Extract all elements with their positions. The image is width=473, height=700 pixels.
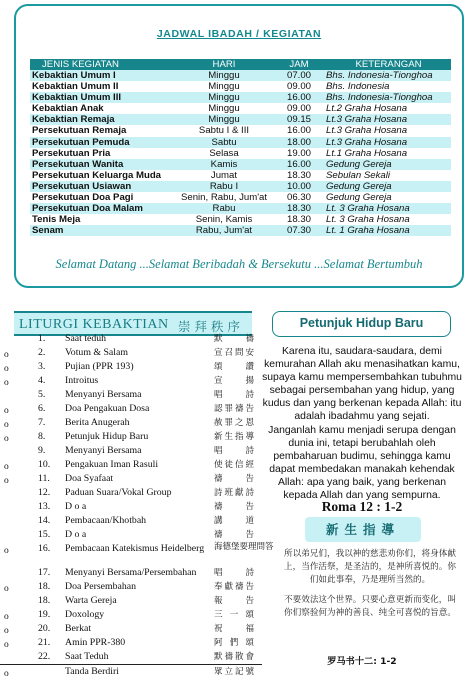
standing-mark: o xyxy=(4,640,9,650)
activity-note: Lt.3 Graha Hosana xyxy=(320,125,451,136)
item-number: 9. xyxy=(38,445,46,456)
activity-name: Kebaktian Umum I xyxy=(30,70,170,81)
activity-day: Sabtu xyxy=(170,137,278,148)
schedule-row xyxy=(30,203,451,214)
item-text: Doa Syafaat xyxy=(65,473,114,484)
liturgy-item xyxy=(0,650,262,664)
item-number: 3. xyxy=(38,361,46,372)
item-text: Doa Pengakuan Dosa xyxy=(65,403,150,414)
item-number: 14. xyxy=(38,515,51,526)
activity-note: Gedung Gereja xyxy=(320,159,451,170)
header-activity: JENIS KEGIATAN xyxy=(30,59,170,70)
item-text: D o a xyxy=(65,529,87,540)
schedule-row xyxy=(30,225,451,236)
activity-name: Persekutuan Usiawan xyxy=(30,181,170,192)
standing-mark: o xyxy=(4,626,9,636)
liturgy-legend xyxy=(0,664,262,678)
activity-time: 18.30 xyxy=(278,214,320,225)
activity-note: Lt. 3 Graha Hosana xyxy=(320,203,451,214)
activity-note: Lt. 3 Graha Hosana xyxy=(320,214,451,225)
schedule-row xyxy=(30,114,451,125)
activity-note: Lt.1 Graha Hosana xyxy=(320,148,451,159)
activity-day: Sabtu I & III xyxy=(170,125,278,136)
standing-mark: o xyxy=(4,420,9,430)
schedule-row xyxy=(30,192,451,203)
schedule-title: JADWAL IBADAH / KEGIATAN xyxy=(156,28,322,40)
schedule-row xyxy=(30,103,451,114)
guidance-title: Petunjuk Hidup Baru xyxy=(272,311,451,337)
activity-day: Senin, Kamis xyxy=(170,214,278,225)
activity-day: Selasa xyxy=(170,148,278,159)
schedule-row xyxy=(30,137,451,148)
liturgy-item xyxy=(0,608,262,622)
liturgy-item xyxy=(0,580,262,594)
liturgy-item xyxy=(0,388,262,402)
schedule-row xyxy=(30,125,451,136)
item-number: 17. xyxy=(38,567,51,578)
liturgy-item xyxy=(0,430,262,444)
liturgy-item xyxy=(0,416,262,430)
schedule-rows xyxy=(30,70,451,236)
activity-name: Kebaktian Anak xyxy=(30,103,170,114)
item-number: 19. xyxy=(38,609,51,620)
activity-time: 16.00 xyxy=(278,159,320,170)
liturgy-title-chinese: 崇拜秩序 xyxy=(177,319,244,334)
activity-day: Rabu xyxy=(170,203,278,214)
activity-day: Jumat xyxy=(170,170,278,181)
item-text-chinese: 唱詩 xyxy=(214,390,254,400)
item-number: 18. xyxy=(38,595,51,606)
item-number: 18. xyxy=(38,581,51,592)
item-text: Warta Gereja xyxy=(65,595,117,606)
activity-note: Gedung Gereja xyxy=(320,192,451,203)
activity-time: 07.00 xyxy=(278,70,320,81)
item-text-chinese: 三一頌 xyxy=(214,610,254,620)
standing-mark: o xyxy=(4,378,9,388)
item-text: Introitus xyxy=(65,375,99,386)
item-number: 11. xyxy=(38,473,50,484)
liturgy-item xyxy=(0,402,262,416)
guidance-paragraph-chinese: 所以弟兄们，我以神的慈悲劝你们，将身体献上，当作活祭，是圣洁的，是神所喜悦的。你们如此事奉，乃是理所当然的。 xyxy=(284,549,456,586)
item-text-chinese: 奉獻禱告 xyxy=(214,582,254,592)
schedule-row xyxy=(30,70,451,81)
item-text: Doa Persembahan xyxy=(65,581,137,592)
verse-reference: Roma 12 : 1-2 xyxy=(321,499,403,514)
activity-note: Gedung Gereja xyxy=(320,181,451,192)
liturgy-item xyxy=(0,636,262,650)
item-number: 21. xyxy=(38,637,51,648)
activity-note: Bhs. Indonesia-Tionghoa xyxy=(320,92,451,103)
item-text-chinese: 使徒信經 xyxy=(214,460,254,470)
item-text: Pujian (PPR 193) xyxy=(65,361,134,372)
item-text-chinese: 詩班獻詩 xyxy=(214,488,254,498)
standing-mark: o xyxy=(4,546,9,556)
standing-mark: o xyxy=(4,669,9,679)
standing-mark: o xyxy=(4,612,9,622)
standing-mark: o xyxy=(4,584,9,594)
activity-time: 18.30 xyxy=(278,170,320,181)
activity-day: Minggu xyxy=(170,81,278,92)
guidance-paragraph: Janganlah kamu menjadi serupa dengan dunia ini, tetapi berubahlah oleh pembaharuan budimu, sehingga kamu dapat membedakan manakah kehendak Allah: apa yang baik, yang berkenan kepada Allah dan yang sempurna. xyxy=(268,424,456,502)
liturgy-item xyxy=(0,444,262,458)
activity-name: Persekutuan Doa Malam xyxy=(30,203,170,214)
liturgy-item xyxy=(0,374,262,388)
schedule-header-row xyxy=(30,59,451,70)
item-text: Menyanyi Bersama xyxy=(65,445,142,456)
guidance-paragraph: Karena itu, saudara-saudara, demi kemurahan Allah aku menasihatkan kamu, supaya kamu mempersembahkan tubuhmu sebagai persembahan yang hidup, yang kudus dan yang berkenan kepada Allah: itu adalah ibadahmu yang sejati. xyxy=(262,346,462,423)
item-text: Pembacaan/Khotbah xyxy=(65,515,147,526)
item-text-chinese: 認罪禱告 xyxy=(214,404,254,414)
activity-time: 09.00 xyxy=(278,81,320,92)
item-text: Saat teduh xyxy=(65,333,107,344)
activity-time: 18.30 xyxy=(278,203,320,214)
standing-mark: o xyxy=(4,476,9,486)
schedule-row xyxy=(30,92,451,103)
activity-name: Kebaktian Umum III xyxy=(30,92,170,103)
item-text: Berkat xyxy=(65,623,92,634)
item-text: Pembacaan Katekismus Heidelberg xyxy=(65,543,205,554)
header-day: HARI xyxy=(170,59,278,70)
item-text: Amin PPR-380 xyxy=(65,637,126,648)
activity-name: Kebaktian Umum II xyxy=(30,81,170,92)
verse-reference-chinese: 罗马书十二: 1-2 xyxy=(327,656,397,667)
liturgy-item xyxy=(0,622,262,636)
item-number: 2. xyxy=(38,347,46,358)
liturgy-item xyxy=(0,332,262,346)
liturgy-item xyxy=(0,486,262,500)
item-text: D o a xyxy=(65,501,87,512)
activity-note: Lt.2 Graha Hosana xyxy=(320,103,451,114)
item-text-chinese: 宣揚 xyxy=(214,376,254,386)
liturgy-item xyxy=(0,566,262,580)
activity-day: Senin, Rabu, Jum'at xyxy=(170,192,278,203)
liturgy-item xyxy=(0,514,262,528)
activity-time: 19.00 xyxy=(278,148,320,159)
liturgy-item xyxy=(0,346,262,360)
item-number: 8. xyxy=(38,431,46,442)
legend-text: Tanda Berdiri xyxy=(65,666,119,677)
item-text-chinese: 祝福 xyxy=(214,624,254,634)
item-number: 10. xyxy=(38,459,51,470)
guidance-paragraph-chinese: 不要效法这个世界。只要心意更新而变化，叫你们察验何为神的善良、纯全可喜悦的旨意。 xyxy=(284,594,456,618)
liturgy-item xyxy=(0,472,262,486)
item-text-chinese: 海德堡要理問答 xyxy=(214,542,274,552)
activity-time: 16.00 xyxy=(278,125,320,136)
activity-name: Kebaktian Remaja xyxy=(30,114,170,125)
activity-note: Lt. 1 Graha Hosana xyxy=(320,225,451,236)
activity-note: Sebulan Sekali xyxy=(320,170,451,181)
item-number: 20. xyxy=(38,623,51,634)
activity-name: Persekutuan Pemuda xyxy=(30,137,170,148)
liturgy-item xyxy=(0,542,274,566)
liturgy-item xyxy=(0,458,262,472)
schedule-table xyxy=(30,59,451,236)
item-number: 1. xyxy=(38,333,46,344)
activity-note: Bhs. Indonesia xyxy=(320,81,451,92)
activity-time: 10.00 xyxy=(278,181,320,192)
activity-time: 16.00 xyxy=(278,92,320,103)
item-text-chinese: 默禱散會 xyxy=(214,652,254,662)
activity-time: 07.30 xyxy=(278,225,320,236)
activity-day: Minggu xyxy=(170,70,278,81)
item-text-chinese: 禱告 xyxy=(214,474,254,484)
activity-note: Lt.3 Graha Hosana xyxy=(320,114,451,125)
item-number: 12. xyxy=(38,487,51,498)
activity-day: Minggu xyxy=(170,103,278,114)
item-number: 22. xyxy=(38,651,51,662)
activity-day: Kamis xyxy=(170,159,278,170)
schedule-panel xyxy=(14,4,464,288)
item-text: Berita Anugerah xyxy=(65,417,130,428)
activity-name: Persekutuan Wanita xyxy=(30,159,170,170)
liturgy-item xyxy=(0,594,262,608)
item-text: Paduan Suara/Vokal Group xyxy=(65,487,172,498)
item-text-chinese: 唱詩 xyxy=(214,446,254,456)
guidance-title-chinese: 新生指導 xyxy=(305,517,421,542)
activity-day: Rabu I xyxy=(170,181,278,192)
liturgy-list xyxy=(0,332,274,679)
item-text: Pengakuan Iman Rasuli xyxy=(65,459,159,470)
activity-time: 18.00 xyxy=(278,137,320,148)
item-number: 7. xyxy=(38,417,46,428)
item-text: Saat Teduh xyxy=(65,651,109,662)
item-text-chinese: 宣召問安 xyxy=(214,348,254,358)
activity-time: 09.15 xyxy=(278,114,320,125)
activity-note: Lt.3 Graha Hosana xyxy=(320,137,451,148)
activity-time: 09.00 xyxy=(278,103,320,114)
schedule-row xyxy=(30,170,451,181)
item-number: 6. xyxy=(38,403,46,414)
guidance-text xyxy=(262,345,462,502)
item-number: 5. xyxy=(38,389,46,400)
item-text-chinese: 唱詩 xyxy=(214,568,254,578)
item-number: 15. xyxy=(38,529,51,540)
item-text-chinese: 阿們頌 xyxy=(214,638,254,648)
item-number: 16. xyxy=(38,543,51,554)
liturgy-item xyxy=(0,500,262,514)
activity-name: Persekutuan Doa Pagi xyxy=(30,192,170,203)
standing-mark: o xyxy=(4,364,9,374)
item-text-chinese: 赦罪之恩 xyxy=(214,418,254,428)
item-text: Doxology xyxy=(65,609,105,620)
activity-name: Senam xyxy=(30,225,170,236)
item-text-chinese: 報告 xyxy=(214,596,254,606)
activity-day: Minggu xyxy=(170,114,278,125)
item-text: Menyanyi Bersama xyxy=(65,389,142,400)
item-number: 13. xyxy=(38,501,51,512)
liturgy-item xyxy=(0,360,262,374)
activity-name: Persekutuan Keluarga Muda xyxy=(30,170,170,181)
item-text-chinese: 禱告 xyxy=(214,530,254,540)
standing-mark: o xyxy=(4,350,9,360)
schedule-row xyxy=(30,181,451,192)
item-text-chinese: 默禱 xyxy=(214,334,254,344)
item-text: Menyanyi Bersama/Persembahan xyxy=(65,567,197,578)
activity-name: Persekutuan Remaja xyxy=(30,125,170,136)
item-text-chinese: 新生指導 xyxy=(214,432,254,442)
schedule-row xyxy=(30,81,451,92)
item-text-chinese: 講道 xyxy=(214,516,254,526)
activity-note: Bhs. Indonesia-Tionghoa xyxy=(320,70,451,81)
activity-name: Tenis Meja xyxy=(30,214,170,225)
activity-day: Rabu, Jum'at xyxy=(170,225,278,236)
standing-mark: o xyxy=(4,462,9,472)
schedule-row xyxy=(30,148,451,159)
schedule-row xyxy=(30,214,451,225)
item-text-chinese: 頌讚 xyxy=(214,362,254,372)
activity-day: Minggu xyxy=(170,92,278,103)
item-number: 4. xyxy=(38,375,46,386)
header-note: KETERANGAN xyxy=(320,59,451,70)
item-text-chinese: 禱告 xyxy=(214,502,254,512)
liturgy-item xyxy=(0,528,262,542)
standing-mark: o xyxy=(4,434,9,444)
item-text: Petunjuk Hidup Baru xyxy=(65,431,149,442)
activity-name: Persekutuan Pria xyxy=(30,148,170,159)
schedule-row xyxy=(30,159,451,170)
guidance-text-chinese xyxy=(282,548,458,620)
item-text: Votum & Salam xyxy=(65,347,128,358)
header-time: JAM xyxy=(278,59,320,70)
standing-mark: o xyxy=(4,406,9,416)
welcome-banner: Selamat Datang ...Selamat Beribadah & Bersekutu ...Selamat Bertumbuh xyxy=(55,257,423,271)
legend-text-chinese: 眾立記號 xyxy=(214,667,254,677)
liturgy-title: LITURGI KEBAKTIAN xyxy=(19,317,169,332)
activity-time: 06.30 xyxy=(278,192,320,203)
